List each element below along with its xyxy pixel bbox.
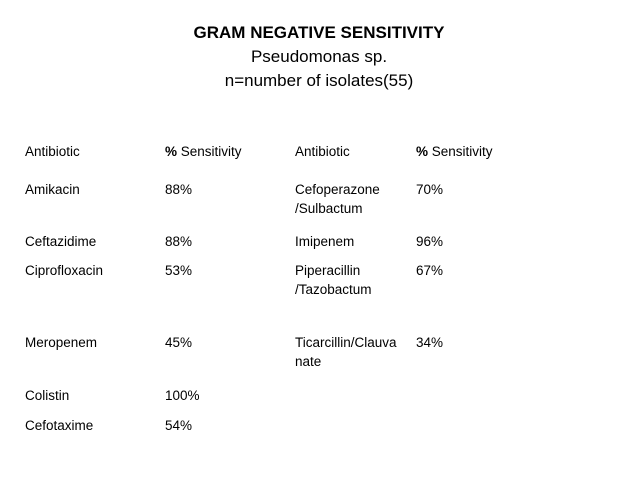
antibiotic-name-continued: nate (295, 354, 322, 369)
antibiotic-name: Colistin (25, 388, 70, 403)
header-sensitivity-1 (165, 143, 275, 161)
antibiotic-name-continued: /Tazobactum (295, 282, 372, 297)
antibiotic-name: Ticarcillin/Clauva (295, 335, 397, 350)
sensitivity-value: 45% (165, 335, 193, 350)
percent-symbol: % (416, 144, 429, 159)
isolates-subtitle: n=number of isolates(55) (224, 71, 414, 90)
antibiotic-name: Ciprofloxacin (25, 263, 104, 278)
sensitivity-value: 67% (416, 263, 444, 278)
sensitivity-value: 100% (165, 388, 200, 403)
sensitivity-value: 96% (416, 234, 444, 249)
header-antibiotic-1: Antibiotic (25, 144, 80, 159)
antibiotic-name: Cefoperazone (295, 182, 380, 197)
antibiotic-name: Piperacillin (295, 263, 361, 278)
antibiotic-name: Ceftazidime (25, 234, 97, 249)
antibiotic-name: Amikacin (25, 182, 80, 197)
antibiotic-name: Imipenem (295, 234, 355, 249)
antibiotic-name: Meropenem (25, 335, 98, 350)
organism-subtitle: Pseudomonas sp. (250, 47, 388, 66)
header-sensitivity-label: Sensitivity (177, 144, 242, 159)
percent-symbol: % (165, 144, 178, 159)
header-antibiotic-2: Antibiotic (295, 144, 350, 159)
antibiotic-name-continued: /Sulbactum (295, 201, 363, 216)
header-sensitivity-label: Sensitivity (428, 144, 493, 159)
antibiotic-name: Cefotaxime (25, 418, 94, 433)
sensitivity-value: 70% (416, 182, 444, 197)
sensitivity-value: 88% (165, 234, 193, 249)
sensitivity-value: 88% (165, 182, 193, 197)
sensitivity-value: 54% (165, 418, 193, 433)
header-sensitivity-2 (416, 143, 526, 161)
page-title: GRAM NEGATIVE SENSITIVITY (193, 23, 445, 42)
sensitivity-value: 34% (416, 335, 444, 350)
sensitivity-value: 53% (165, 263, 193, 278)
